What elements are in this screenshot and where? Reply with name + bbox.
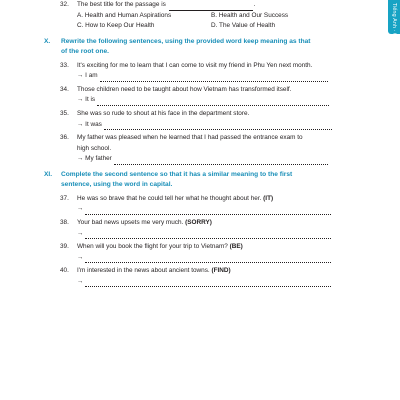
section-numeral: XI. [44, 170, 53, 178]
question-text: My father was pleased when he learned that I had passed the entrance exam to [77, 134, 303, 142]
exercise-content [44, 0, 344, 287]
answer-lead: → My father [77, 155, 112, 163]
section-title-line-1: Rewrite the following sentences, using the provided word keep meaning as that [61, 37, 311, 45]
side-tab [388, 0, 400, 40]
section-title-line-2: sentence, using the word in capital. [61, 181, 173, 189]
option-b[interactable]: B. Health and Our Success [211, 11, 289, 19]
answer-input-37[interactable] [85, 207, 331, 215]
section-xi-heading [44, 170, 344, 191]
answer-input-39[interactable] [85, 255, 331, 263]
side-tab-label: Tiếng Anh · G6 [391, 3, 397, 40]
answer-input-40[interactable] [85, 279, 331, 287]
question-number: 38. [60, 218, 69, 226]
question-number: 32. [60, 1, 69, 8]
answer-arrow: → [77, 229, 84, 237]
question-35 [44, 109, 344, 120]
keyword: (FIND) [211, 267, 231, 275]
answer-line-40 [44, 277, 344, 288]
options-row-2 [44, 21, 344, 32]
answer-input-36[interactable] [114, 157, 328, 165]
options-row-1 [44, 11, 344, 22]
question-32 [44, 0, 344, 11]
answer-line-33 [44, 71, 344, 82]
answer-lead: → It was [77, 120, 102, 128]
section-title-line-1: Complete the second sentence so that it has a similar meaning to the first [61, 170, 293, 178]
answer-input-34[interactable] [97, 98, 329, 106]
answer-line-38 [44, 229, 344, 240]
answer-line-36 [44, 154, 344, 165]
question-number: 34. [60, 85, 69, 93]
question-34 [44, 85, 344, 96]
question-37 [44, 194, 344, 205]
answer-blank[interactable] [169, 3, 253, 11]
section-numeral: X. [44, 37, 51, 45]
answer-arrow: → [77, 205, 84, 213]
answer-arrow: → [77, 253, 84, 261]
question-end: . [253, 1, 256, 8]
question-text: When will you book the flight for your trip to Vietnam? [77, 243, 228, 251]
question-text: It's exciting for me to learn that I can come to visit my friend in Phu Yen next month. [77, 61, 313, 69]
keyword: (BE) [229, 243, 243, 251]
question-text: The best title for the passage is [77, 1, 166, 8]
keyword: (SORRY) [185, 218, 212, 226]
answer-line-34 [44, 95, 344, 106]
question-number: 35. [60, 109, 69, 117]
answer-arrow: → [77, 277, 84, 285]
question-text: Your bad news upsets me very much. [77, 218, 184, 226]
option-d[interactable]: D. The Value of Health [211, 22, 276, 30]
option-a[interactable]: A. Health and Human Aspirations [77, 11, 172, 19]
answer-input-38[interactable] [85, 231, 331, 239]
question-33 [44, 61, 344, 72]
answer-input-35[interactable] [104, 122, 332, 130]
question-36-continued [44, 144, 344, 155]
question-39 [44, 242, 344, 253]
question-number: 33. [60, 61, 69, 69]
question-number: 37. [60, 194, 69, 202]
question-40 [44, 266, 344, 277]
question-text: She was so rude to shout at his face in the department store. [77, 109, 250, 117]
question-text-continued: high school. [77, 144, 112, 152]
question-38 [44, 218, 344, 229]
question-number: 40. [60, 267, 69, 275]
question-36 [44, 133, 344, 144]
question-text: Those children need to be taught about how Vietnam has transformed itself. [77, 85, 292, 93]
keyword: (IT) [263, 194, 274, 202]
answer-lead: → It is [77, 96, 96, 104]
question-number: 39. [60, 243, 69, 251]
section-title-line-2: of the root one. [61, 48, 109, 56]
question-text: He was so brave that he could tell her what he thought about her. [77, 194, 262, 202]
answer-line-39 [44, 253, 344, 264]
answer-input-33[interactable] [100, 74, 328, 82]
answer-line-37 [44, 204, 344, 215]
question-text: I'm interested in the news about ancient towns. [77, 267, 210, 275]
question-number: 36. [60, 134, 69, 142]
option-c[interactable]: C. How to Keep Our Health [77, 22, 155, 30]
section-x-heading [44, 37, 344, 58]
answer-line-35 [44, 120, 344, 131]
answer-lead: → I am [77, 72, 98, 80]
